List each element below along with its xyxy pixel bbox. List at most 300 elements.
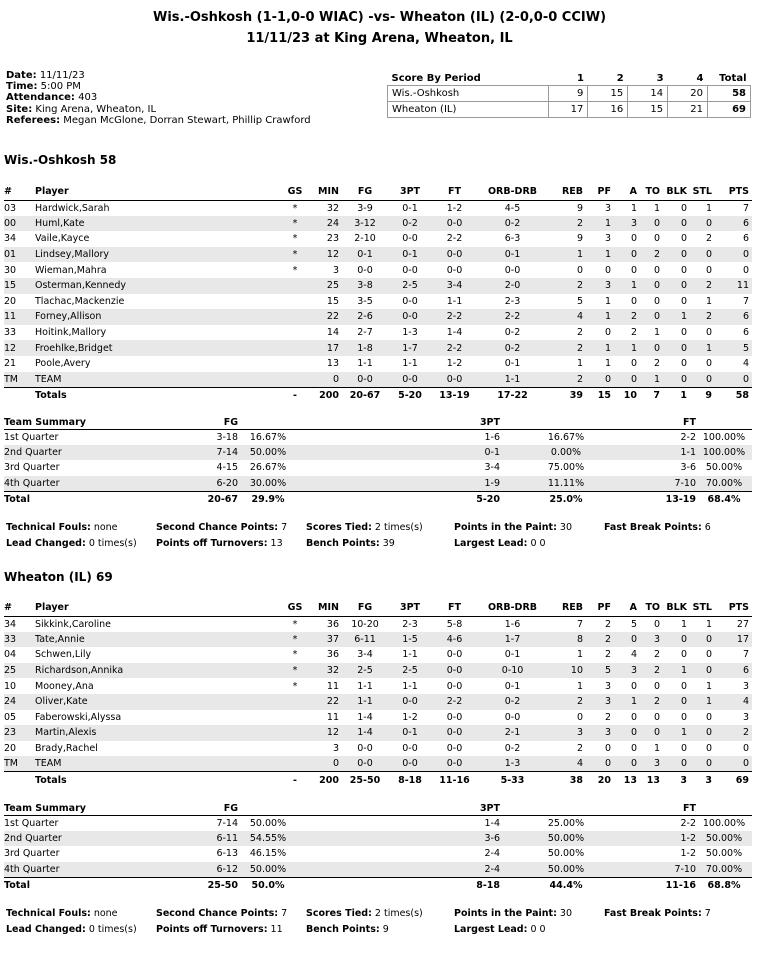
- total-blk: 1: [663, 387, 690, 404]
- cell-jersey: 33: [4, 327, 17, 339]
- cell-fg: 3-8: [342, 278, 388, 294]
- cell-jersey: 25: [4, 663, 35, 679]
- cell-ft: 0-0: [432, 247, 477, 263]
- cell-fg: 6-11: [342, 632, 388, 648]
- cell-reb: 9: [576, 202, 583, 214]
- cell-min: 24: [309, 216, 342, 232]
- cell-ast: 0: [630, 680, 637, 692]
- summary-total-row: [4, 491, 752, 508]
- score-cell: 9: [548, 85, 588, 101]
- cell-ast: 2: [630, 327, 637, 339]
- column-header-min: MIN: [309, 600, 342, 616]
- column-header-blk: BLK: [663, 184, 690, 200]
- summary-ft-pct: 68.4%: [696, 491, 752, 508]
- misc-stat-label: Scores Tied:: [306, 522, 372, 533]
- cell-player: Lindsey,Mallory: [35, 247, 281, 263]
- total-orb-drb: 5-33: [477, 772, 548, 789]
- column-header-3pt: 3PT: [388, 600, 432, 616]
- misc-stat: [6, 538, 137, 549]
- cell-ast: 4: [630, 649, 637, 661]
- cell-stl: 0: [690, 216, 715, 232]
- cell-3pt: 2-3: [402, 618, 418, 630]
- cell-stl: 1: [705, 295, 712, 307]
- total-fg: 25-50: [342, 772, 388, 789]
- total-ast: 13: [614, 772, 640, 789]
- total-to: 13: [640, 772, 663, 789]
- cell-orb-drb: 2-1: [477, 725, 548, 741]
- cell-to: 3: [640, 756, 663, 772]
- cell-blk: 0: [663, 694, 690, 710]
- summary-fg: 3-18: [216, 431, 238, 443]
- cell-orb-drb: 0-10: [477, 663, 548, 679]
- score-row: [388, 101, 751, 117]
- misc-line: [6, 538, 754, 554]
- cell-to: 0: [653, 264, 660, 276]
- player-row: [4, 340, 752, 356]
- column-header-orb-drb: ORB-DRB: [477, 600, 548, 616]
- cell-reb: 10: [548, 663, 586, 679]
- cell-min: 12: [309, 247, 342, 263]
- summary-ft-pct: 100.00%: [702, 817, 746, 829]
- period-header: 4: [696, 72, 704, 84]
- cell-min: 32: [326, 202, 339, 214]
- total-gs: -: [281, 772, 309, 789]
- cell-fg: 2-5: [342, 663, 388, 679]
- cell-ast: 3: [614, 663, 640, 679]
- cell-fg: 1-1: [342, 694, 388, 710]
- cell-to: 3: [640, 632, 663, 648]
- cell-ft: 0-0: [446, 680, 463, 692]
- cell-reb: 1: [576, 649, 583, 661]
- misc-stat-value: none: [93, 522, 118, 533]
- cell-fg: 0-1: [342, 247, 388, 263]
- cell-min: 0: [309, 372, 342, 388]
- misc-line: [6, 924, 754, 940]
- total-blk: 3: [663, 772, 690, 789]
- summary-header-ft: FT: [596, 416, 696, 429]
- summary-label: Team Summary: [4, 802, 128, 815]
- cell-3pt: 1-1: [402, 358, 418, 370]
- summary-fg: 7-14: [128, 445, 238, 461]
- cell-pts: 2: [715, 725, 752, 741]
- cell-to: 2: [640, 247, 663, 263]
- player-row: [4, 200, 752, 216]
- cell-orb-drb: 2-3: [504, 295, 521, 307]
- cell-3pt: 0-0: [388, 694, 432, 710]
- spacer: [238, 802, 298, 815]
- cell-stl: 2: [690, 278, 715, 294]
- summary-3pt-pct: 16.67%: [547, 431, 585, 443]
- summary-period: 4th Quarter: [4, 476, 128, 492]
- summary-ft: 2-2: [680, 431, 696, 443]
- summary-row: [4, 815, 752, 831]
- summary-ft: 2-2: [680, 817, 696, 829]
- cell-min: 36: [326, 618, 339, 630]
- score-cell: 15: [628, 101, 668, 117]
- cell-player: Sikkink,Caroline: [35, 618, 111, 630]
- cell-blk: 0: [680, 711, 687, 723]
- cell-gs: [281, 756, 309, 772]
- cell-orb-drb: 0-0: [504, 711, 521, 723]
- cell-3pt: 1-1: [402, 649, 418, 661]
- cell-pf: 1: [586, 216, 614, 232]
- cell-blk: 0: [663, 247, 690, 263]
- cell-player: Wieman,Mahra: [35, 264, 107, 276]
- cell-fg: 0-0: [357, 264, 373, 276]
- misc-stat-value: 30: [559, 908, 572, 919]
- spacer: [500, 476, 536, 492]
- cell-fg: 1-1: [357, 358, 373, 370]
- cell-min: 11: [326, 680, 339, 692]
- cell-pts: 4: [742, 358, 749, 370]
- cell-blk: 1: [663, 309, 690, 325]
- cell-pts: 7: [742, 649, 749, 661]
- cell-reb: 4: [548, 309, 586, 325]
- cell-reb: 5: [576, 295, 583, 307]
- column-header-min: MIN: [309, 184, 342, 200]
- misc-stat-value: 0 0: [530, 924, 546, 935]
- cell-blk: 0: [680, 202, 687, 214]
- cell-pts: 7: [742, 295, 749, 307]
- cell-gs: [281, 725, 309, 741]
- cell-ast: 0: [614, 632, 640, 648]
- cell-orb-drb: 1-6: [504, 618, 521, 630]
- misc-stat-value: 13: [270, 538, 283, 549]
- cell-3pt: 0-0: [402, 743, 418, 755]
- period-header: 3: [656, 72, 664, 84]
- column-header-orb-drb: ORB-DRB: [477, 184, 548, 200]
- total-ast: 10: [614, 387, 640, 404]
- cell-ast: 0: [630, 295, 637, 307]
- cell-gs: [281, 340, 309, 356]
- column-header-to: TO: [640, 184, 663, 200]
- column-header-reb: REB: [548, 184, 586, 200]
- cell-pf: 0: [604, 743, 611, 755]
- misc-stats: [6, 908, 754, 940]
- cell-min: 3: [332, 264, 339, 276]
- cell-player: Schwen,Lily: [35, 649, 92, 661]
- summary-ft-pct: 50.00%: [696, 831, 752, 847]
- column-header-gs: GS: [281, 184, 309, 200]
- total-reb: 38: [548, 772, 586, 789]
- misc-stat: [156, 522, 287, 533]
- cell-orb-drb: 6-3: [504, 233, 521, 245]
- period-header: Total: [719, 72, 747, 84]
- summary-period: Total: [4, 491, 128, 508]
- score-team: Wheaton (IL): [388, 101, 549, 117]
- total-3pt: 5-20: [388, 387, 432, 404]
- cell-pf: 3: [604, 680, 611, 692]
- misc-stat-label: Points in the Paint:: [454, 908, 557, 919]
- summary-fg-pct: 30.00%: [238, 476, 298, 492]
- misc-stat-label: Second Chance Points:: [156, 908, 279, 919]
- cell-blk: 0: [680, 264, 687, 276]
- column-header-to: TO: [640, 600, 663, 616]
- cell-pts: 6: [715, 309, 752, 325]
- summary-header-row: [4, 416, 752, 429]
- score-cell: 21: [668, 101, 708, 117]
- player-row: [4, 756, 752, 772]
- cell-jersey: 21: [4, 358, 17, 370]
- total-pts: 69: [715, 772, 752, 789]
- misc-stat: [306, 924, 389, 935]
- column-header-fg: FG: [342, 600, 388, 616]
- cell-3pt: 0-0: [388, 372, 432, 388]
- misc-stat: [454, 924, 546, 935]
- summary-fg-pct: 46.15%: [249, 848, 287, 860]
- box-header-row: [4, 600, 752, 616]
- misc-stat-value: 30: [559, 522, 572, 533]
- cell-gs: [281, 356, 309, 372]
- summary-ft: 7-10: [596, 862, 696, 878]
- date-value: 11/11/23: [39, 70, 85, 81]
- cell-gs: *: [292, 202, 298, 214]
- cell-to: 1: [653, 743, 660, 755]
- cell-fg: 10-20: [351, 618, 379, 630]
- cell-min: 32: [309, 663, 342, 679]
- cell-player: TEAM: [35, 756, 281, 772]
- cell-pf: 3: [586, 725, 614, 741]
- cell-reb: 1: [548, 247, 586, 263]
- score-team: Wis.-Oshkosh: [388, 85, 549, 101]
- cell-3pt: 2-5: [388, 663, 432, 679]
- cell-ast: 1: [630, 202, 637, 214]
- cell-blk: 0: [680, 295, 687, 307]
- cell-blk: 0: [680, 327, 687, 339]
- cell-min: 11: [326, 711, 339, 723]
- cell-ast: 0: [614, 756, 640, 772]
- cell-player: TEAM: [35, 372, 281, 388]
- cell-fg: 3-5: [357, 295, 373, 307]
- summary-ft-pct: 70.00%: [696, 862, 752, 878]
- cell-fg: 3-9: [357, 202, 373, 214]
- cell-gs: *: [281, 216, 309, 232]
- score-cell: 20: [668, 85, 708, 101]
- cell-stl: 0: [705, 264, 712, 276]
- cell-to: 2: [640, 663, 663, 679]
- summary-3pt-pct: 25.00%: [547, 817, 585, 829]
- column-header-reb: REB: [548, 600, 586, 616]
- cell-gs: *: [292, 649, 298, 661]
- attendance-value: 403: [78, 92, 98, 104]
- cell-gs: [281, 294, 309, 310]
- cell-to: 0: [640, 309, 663, 325]
- cell-ast: 0: [614, 725, 640, 741]
- player-row: [4, 372, 752, 388]
- cell-ast: 0: [630, 264, 637, 276]
- total-pts: 58: [715, 387, 752, 404]
- cell-stl: 2: [690, 309, 715, 325]
- misc-stat-label: Bench Points:: [306, 924, 380, 935]
- column-header-pts: PTS: [715, 600, 752, 616]
- misc-stat-label: Second Chance Points:: [156, 522, 279, 533]
- summary-ft-pct: 100.00%: [696, 445, 752, 461]
- cell-blk: 1: [663, 725, 690, 741]
- summary-3pt: 1-9: [298, 476, 500, 492]
- summary-fg-pct: 29.9%: [238, 491, 298, 508]
- cell-jersey: 23: [4, 725, 35, 741]
- cell-min: 25: [309, 278, 342, 294]
- cell-min: 36: [326, 649, 339, 661]
- total-ft: 13-19: [432, 387, 477, 404]
- cell-fg: 0-0: [357, 743, 373, 755]
- cell-reb: 2: [576, 743, 583, 755]
- cell-fg: 3-12: [342, 216, 388, 232]
- cell-min: 3: [332, 743, 339, 755]
- spacer: [696, 416, 752, 429]
- cell-player: Vaile,Kayce: [35, 233, 90, 245]
- cell-pf: 2: [604, 618, 611, 630]
- score-cell: 17: [548, 101, 588, 117]
- cell-3pt: 1-3: [402, 327, 418, 339]
- cell-pf: 1: [604, 295, 611, 307]
- cell-orb-drb: 0-1: [477, 247, 548, 263]
- misc-stat-label: Scores Tied:: [306, 908, 372, 919]
- misc-stat-label: Points off Turnovers:: [156, 924, 268, 935]
- cell-orb-drb: 0-2: [477, 340, 548, 356]
- cell-pf: 1: [586, 340, 614, 356]
- cell-min: 22: [309, 309, 342, 325]
- cell-ast: 0: [630, 233, 637, 245]
- cell-pts: 4: [715, 694, 752, 710]
- cell-pts: 5: [715, 340, 752, 356]
- cell-player: Hoitink,Mallory: [35, 327, 107, 339]
- cell-to: 1: [640, 372, 663, 388]
- cell-ast: 3: [614, 216, 640, 232]
- cell-stl: 0: [705, 358, 712, 370]
- cell-3pt: 1-5: [388, 632, 432, 648]
- misc-stat-label: Points off Turnovers:: [156, 538, 268, 549]
- cell-pts: 6: [742, 327, 749, 339]
- cell-gs: [281, 278, 309, 294]
- team-heading: Wheaton (IL) 69: [4, 570, 113, 584]
- misc-stat-value: 2 times(s): [374, 522, 423, 533]
- cell-3pt: 1-1: [402, 680, 418, 692]
- summary-3pt: 3-4: [484, 462, 500, 474]
- player-row: [4, 294, 752, 310]
- cell-orb-drb: 0-2: [477, 694, 548, 710]
- summary-header-fg: FG: [128, 802, 238, 815]
- player-row: [4, 262, 752, 278]
- cell-pf: 0: [604, 327, 611, 339]
- cell-jersey: 30: [4, 264, 17, 276]
- player-row: [4, 231, 752, 247]
- cell-reb: 2: [548, 340, 586, 356]
- cell-3pt: 1-2: [402, 711, 418, 723]
- time-label: Time:: [6, 81, 38, 93]
- player-row: [4, 710, 752, 726]
- total-3pt: 8-18: [388, 772, 432, 789]
- site-value: King Arena, Wheaton, IL: [35, 103, 157, 115]
- cell-player: Martin,Alexis: [35, 725, 281, 741]
- cell-stl: 0: [705, 327, 712, 339]
- cell-ast: 0: [630, 358, 637, 370]
- cell-jersey: 12: [4, 340, 35, 356]
- cell-fg: 1-8: [342, 340, 388, 356]
- cell-3pt: 0-0: [388, 756, 432, 772]
- misc-stat-label: Fast Break Points:: [604, 908, 702, 919]
- cell-jersey: 20: [4, 295, 17, 307]
- cell-3pt: 0-1: [388, 247, 432, 263]
- summary-fg: 20-67: [128, 491, 238, 508]
- misc-stat-value: 7: [281, 908, 288, 919]
- summary-3pt-pct: 0.00%: [536, 445, 596, 461]
- referees-label: Referees:: [6, 114, 61, 126]
- spacer: [500, 429, 536, 445]
- cell-pf: 3: [604, 233, 611, 245]
- misc-stat: [306, 522, 423, 533]
- misc-stat: [156, 538, 283, 549]
- column-header-jersey: #: [4, 184, 35, 200]
- column-header-gs: GS: [281, 600, 309, 616]
- cell-gs: *: [292, 680, 298, 692]
- spacer: [536, 416, 596, 429]
- cell-ft: 2-2: [432, 309, 477, 325]
- total-jersey: [4, 772, 35, 789]
- cell-player: Oliver,Kate: [35, 694, 281, 710]
- summary-ft-pct: 100.00%: [702, 431, 746, 443]
- cell-blk: 0: [680, 649, 687, 661]
- game-info: [6, 70, 311, 126]
- site-label: Site:: [6, 103, 33, 115]
- cell-min: 14: [326, 327, 339, 339]
- cell-ft: 2-2: [432, 694, 477, 710]
- cell-pts: 11: [715, 278, 752, 294]
- score-by-period-table: [387, 72, 751, 118]
- player-row: [4, 663, 752, 679]
- column-header-blk: BLK: [663, 600, 690, 616]
- summary-row: [4, 831, 752, 847]
- summary-3pt: 1-4: [484, 817, 500, 829]
- misc-stat-value: 7: [281, 522, 288, 533]
- misc-stat-value: 0 0: [530, 538, 546, 549]
- cell-ast: 1: [614, 340, 640, 356]
- cell-stl: 0: [690, 756, 715, 772]
- total-ft: 11-16: [432, 772, 477, 789]
- cell-reb: 2: [548, 694, 586, 710]
- misc-stat-label: Largest Lead:: [454, 538, 528, 549]
- cell-ft: 0-0: [432, 663, 477, 679]
- cell-player: Osterman,Kennedy: [35, 278, 281, 294]
- summary-ft: 3-6: [680, 462, 696, 474]
- cell-blk: 0: [680, 358, 687, 370]
- cell-orb-drb: 0-1: [504, 680, 521, 692]
- totals-row: [4, 772, 752, 789]
- summary-fg: 6-13: [216, 848, 238, 860]
- misc-stat-value: 0 times(s): [88, 538, 137, 549]
- summary-3pt: 1-6: [484, 431, 500, 443]
- spacer: [500, 445, 536, 461]
- summary-ft-pct: 68.8%: [696, 877, 752, 894]
- cell-jersey: 20: [4, 743, 17, 755]
- cell-player: Huml,Kate: [35, 216, 281, 232]
- summary-row: [4, 846, 752, 862]
- cell-gs: [281, 309, 309, 325]
- summary-header-row: [4, 802, 752, 815]
- column-header-ft: FT: [432, 184, 477, 200]
- misc-stat-value: 6: [704, 522, 711, 533]
- misc-line: [6, 522, 754, 538]
- score-cell: 14: [628, 85, 668, 101]
- cell-player: Hardwick,Sarah: [35, 202, 110, 214]
- summary-row: [4, 445, 752, 461]
- misc-stat-label: Lead Changed:: [6, 538, 86, 549]
- misc-stat-value: 11: [270, 924, 283, 935]
- cell-ft: 1-2: [446, 358, 463, 370]
- summary-header-3pt: 3PT: [298, 802, 500, 815]
- cell-fg: 0-0: [342, 372, 388, 388]
- misc-stat: [156, 924, 283, 935]
